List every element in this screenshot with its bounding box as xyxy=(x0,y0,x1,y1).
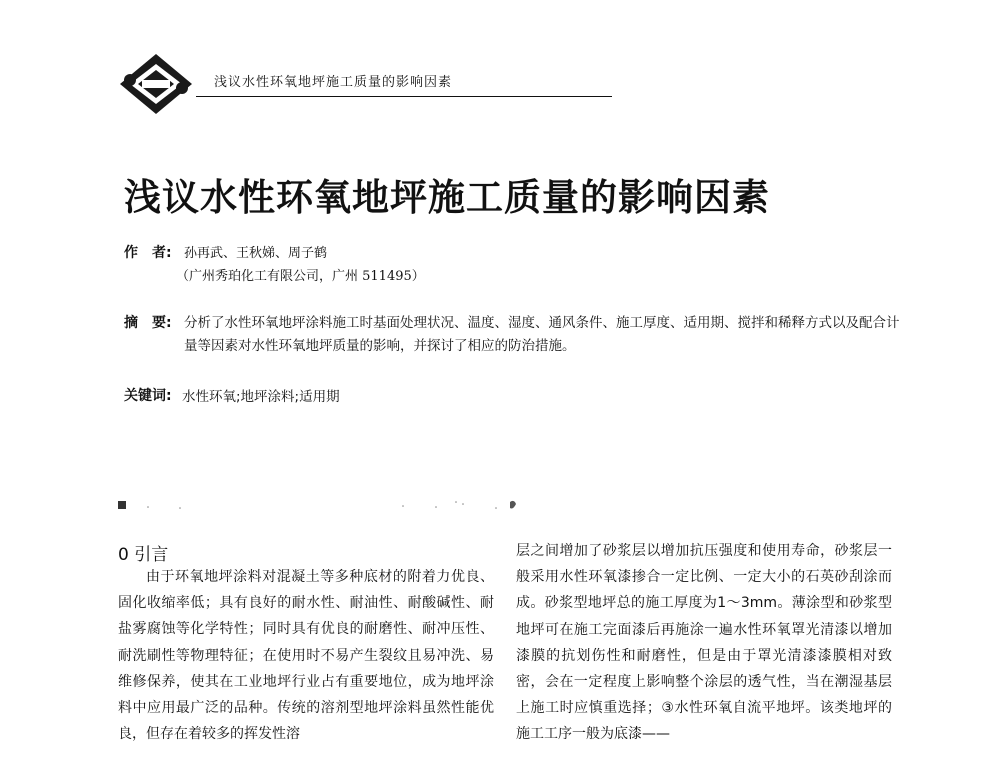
header-rule xyxy=(196,96,612,97)
authors: 孙再武、王秋娣、周子鹤 xyxy=(184,246,328,261)
paper-title: 浅议水性环氧地坪施工质量的影响因素 xyxy=(124,175,770,219)
abstract-text: 分析了水性环氧地坪涂料施工时基面处理状况、温度、湿度、通风条件、施工厚度、适用期、搅拌和稀释方式以及配合计量等因素对水性环氧地坪质量的影响，并探讨了相应的防治措施。 xyxy=(184,315,900,354)
authors-label: 作 者: xyxy=(124,245,172,261)
body-column-right: 层之间增加了砂浆层以增加抗压强度和使用寿命，砂浆层一般采用水性环氧漆掺合一定比例、一定大小的石英砂刮涂而成。砂浆型地坪总的施工厚度为1～3mm。薄涂型和砂浆型地坪可在施工完面漆后再施涂一遍水性环氧罩光清漆以增加漆膜的抗划伤性和耐磨性，但是由于罩光清漆漆膜相对致密，会在一定程度上影响整个涂层的透气性，当在潮湿基层上施工时应慎重选择；③水性环氧自流平地坪。该类地坪的施工工序一般为底漆—— xyxy=(516,543,892,743)
scan-noise-divider xyxy=(118,498,528,512)
section-heading-introduction: 0 引言 xyxy=(118,545,169,565)
keywords-label: 关键词: xyxy=(124,388,172,404)
abstract-label: 摘 要: xyxy=(124,315,172,331)
running-header: 浅议水性环氧地坪施工质量的影响因素 xyxy=(214,75,453,90)
keywords: 水性环氧;地坪涂料;适用期 xyxy=(182,389,340,405)
journal-logo xyxy=(118,52,194,116)
body-column-left: 由于环氧地坪涂料对混凝土等多种底材的附着力优良、固化收缩率低；具有良好的耐水性、耐油性、耐酸碱性、耐盐雾腐蚀等化学特性；同时具有优良的耐磨性、耐冲压性、耐洗刷性等物理特征；在使用时不易产生裂纹且易冲洗、易维修保养，使其在工业地坪行业占有重要地位，成为地坪涂料中应用最广泛的品种。传统的溶剂型地坪涂料虽然性能优良，但存在着较多的挥发性溶 xyxy=(118,569,494,743)
affiliation: （广州秀珀化工有限公司，广州 511495） xyxy=(176,269,425,284)
